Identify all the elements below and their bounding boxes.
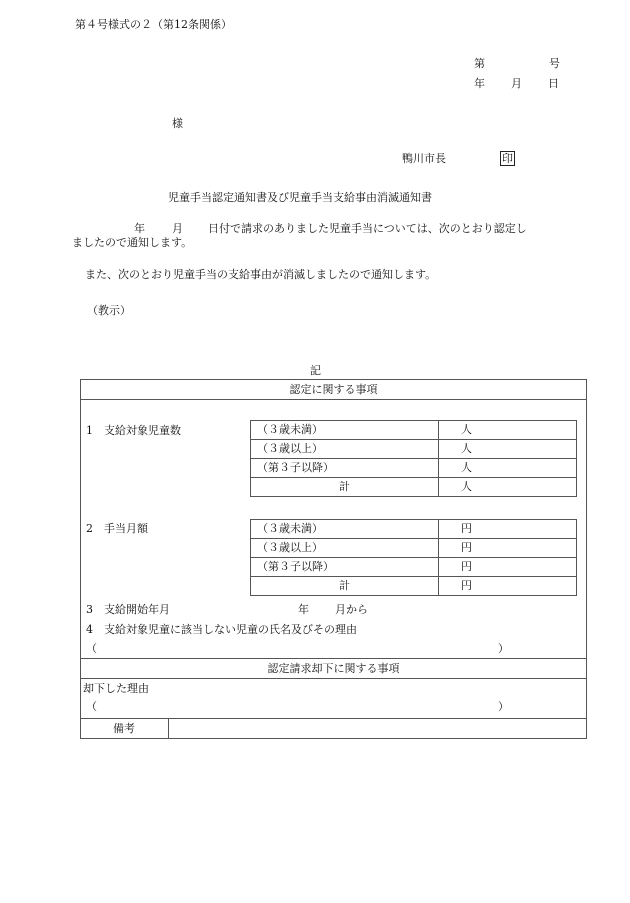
document-title: 児童手当認定通知書及び児童手当支給事由消滅通知書 xyxy=(168,191,432,204)
row-unit: 円 xyxy=(439,539,577,558)
row-label: （３歳以上） xyxy=(251,440,439,459)
children-count-table xyxy=(250,420,577,497)
body-line1: 日付で請求のありました児童手当については、次のとおり認定し xyxy=(208,222,527,235)
number-prefix: 第 xyxy=(474,57,485,70)
table-row xyxy=(251,577,577,596)
body-line3: また、次のとおり児童手当の支給事由が消滅しましたので通知します。 xyxy=(85,268,437,281)
kyoji-label: （教示） xyxy=(87,304,131,317)
form-id: 第４号様式の２（第12条関係） xyxy=(75,18,232,31)
table-row xyxy=(251,421,577,440)
remarks-divider xyxy=(80,718,587,719)
reject-open-paren: （ xyxy=(86,700,97,713)
table-row xyxy=(251,440,577,459)
date-day: 日 xyxy=(548,77,559,90)
row-unit: 人 xyxy=(439,478,577,497)
body-year: 年 xyxy=(134,222,145,235)
row-unit: 人 xyxy=(439,421,577,440)
section2-header: 認定請求却下に関する事項 xyxy=(267,662,400,675)
item2-label: 2 手当月額 xyxy=(86,522,148,535)
row-unit: 円 xyxy=(439,577,577,596)
remarks-column-divider xyxy=(168,718,169,739)
row-unit: 円 xyxy=(439,558,577,577)
date-month: 月 xyxy=(511,77,522,90)
body-month: 月 xyxy=(172,222,183,235)
item4-label: 4 支給対象児童に該当しない児童の氏名及びその理由 xyxy=(86,623,357,636)
row-label: 計 xyxy=(251,478,439,497)
reject-close-paren: ） xyxy=(498,700,509,713)
table-row xyxy=(251,478,577,497)
issuer: 鴨川市長 xyxy=(402,152,446,165)
addressee-suffix: 様 xyxy=(172,117,183,130)
section2-header-divider xyxy=(80,678,587,679)
item3-label: 3 支給開始年月 xyxy=(86,603,170,616)
ki-label: 記 xyxy=(310,364,321,377)
section1-header-divider xyxy=(80,399,587,400)
row-label: （第３子以降） xyxy=(251,459,439,478)
row-label: 計 xyxy=(251,577,439,596)
reject-reason-label: 却下した理由 xyxy=(83,682,149,695)
item3-year: 年 xyxy=(298,603,309,616)
table-row xyxy=(251,459,577,478)
row-unit: 円 xyxy=(439,520,577,539)
monthly-amount-table xyxy=(250,519,577,596)
row-label: （第３子以降） xyxy=(251,558,439,577)
seal-mark: 印 xyxy=(502,152,513,165)
item3-month-from: 月から xyxy=(335,603,368,616)
row-unit: 人 xyxy=(439,440,577,459)
table-row xyxy=(251,520,577,539)
date-year: 年 xyxy=(474,77,485,90)
body-line2: ましたので通知します。 xyxy=(72,236,193,249)
item4-close-paren: ） xyxy=(498,642,509,655)
item4-open-paren: （ xyxy=(86,642,97,655)
section1-header: 認定に関する事項 xyxy=(289,383,378,396)
section2-top-divider xyxy=(80,658,587,659)
table-row xyxy=(251,558,577,577)
row-label: （３歳未満） xyxy=(251,421,439,440)
row-label: （３歳以上） xyxy=(251,539,439,558)
row-unit: 人 xyxy=(439,459,577,478)
item1-label: 1 支給対象児童数 xyxy=(86,424,181,437)
row-label: （３歳未満） xyxy=(251,520,439,539)
table-row xyxy=(251,539,577,558)
remarks-label: 備考 xyxy=(113,722,135,735)
number-suffix: 号 xyxy=(549,57,560,70)
